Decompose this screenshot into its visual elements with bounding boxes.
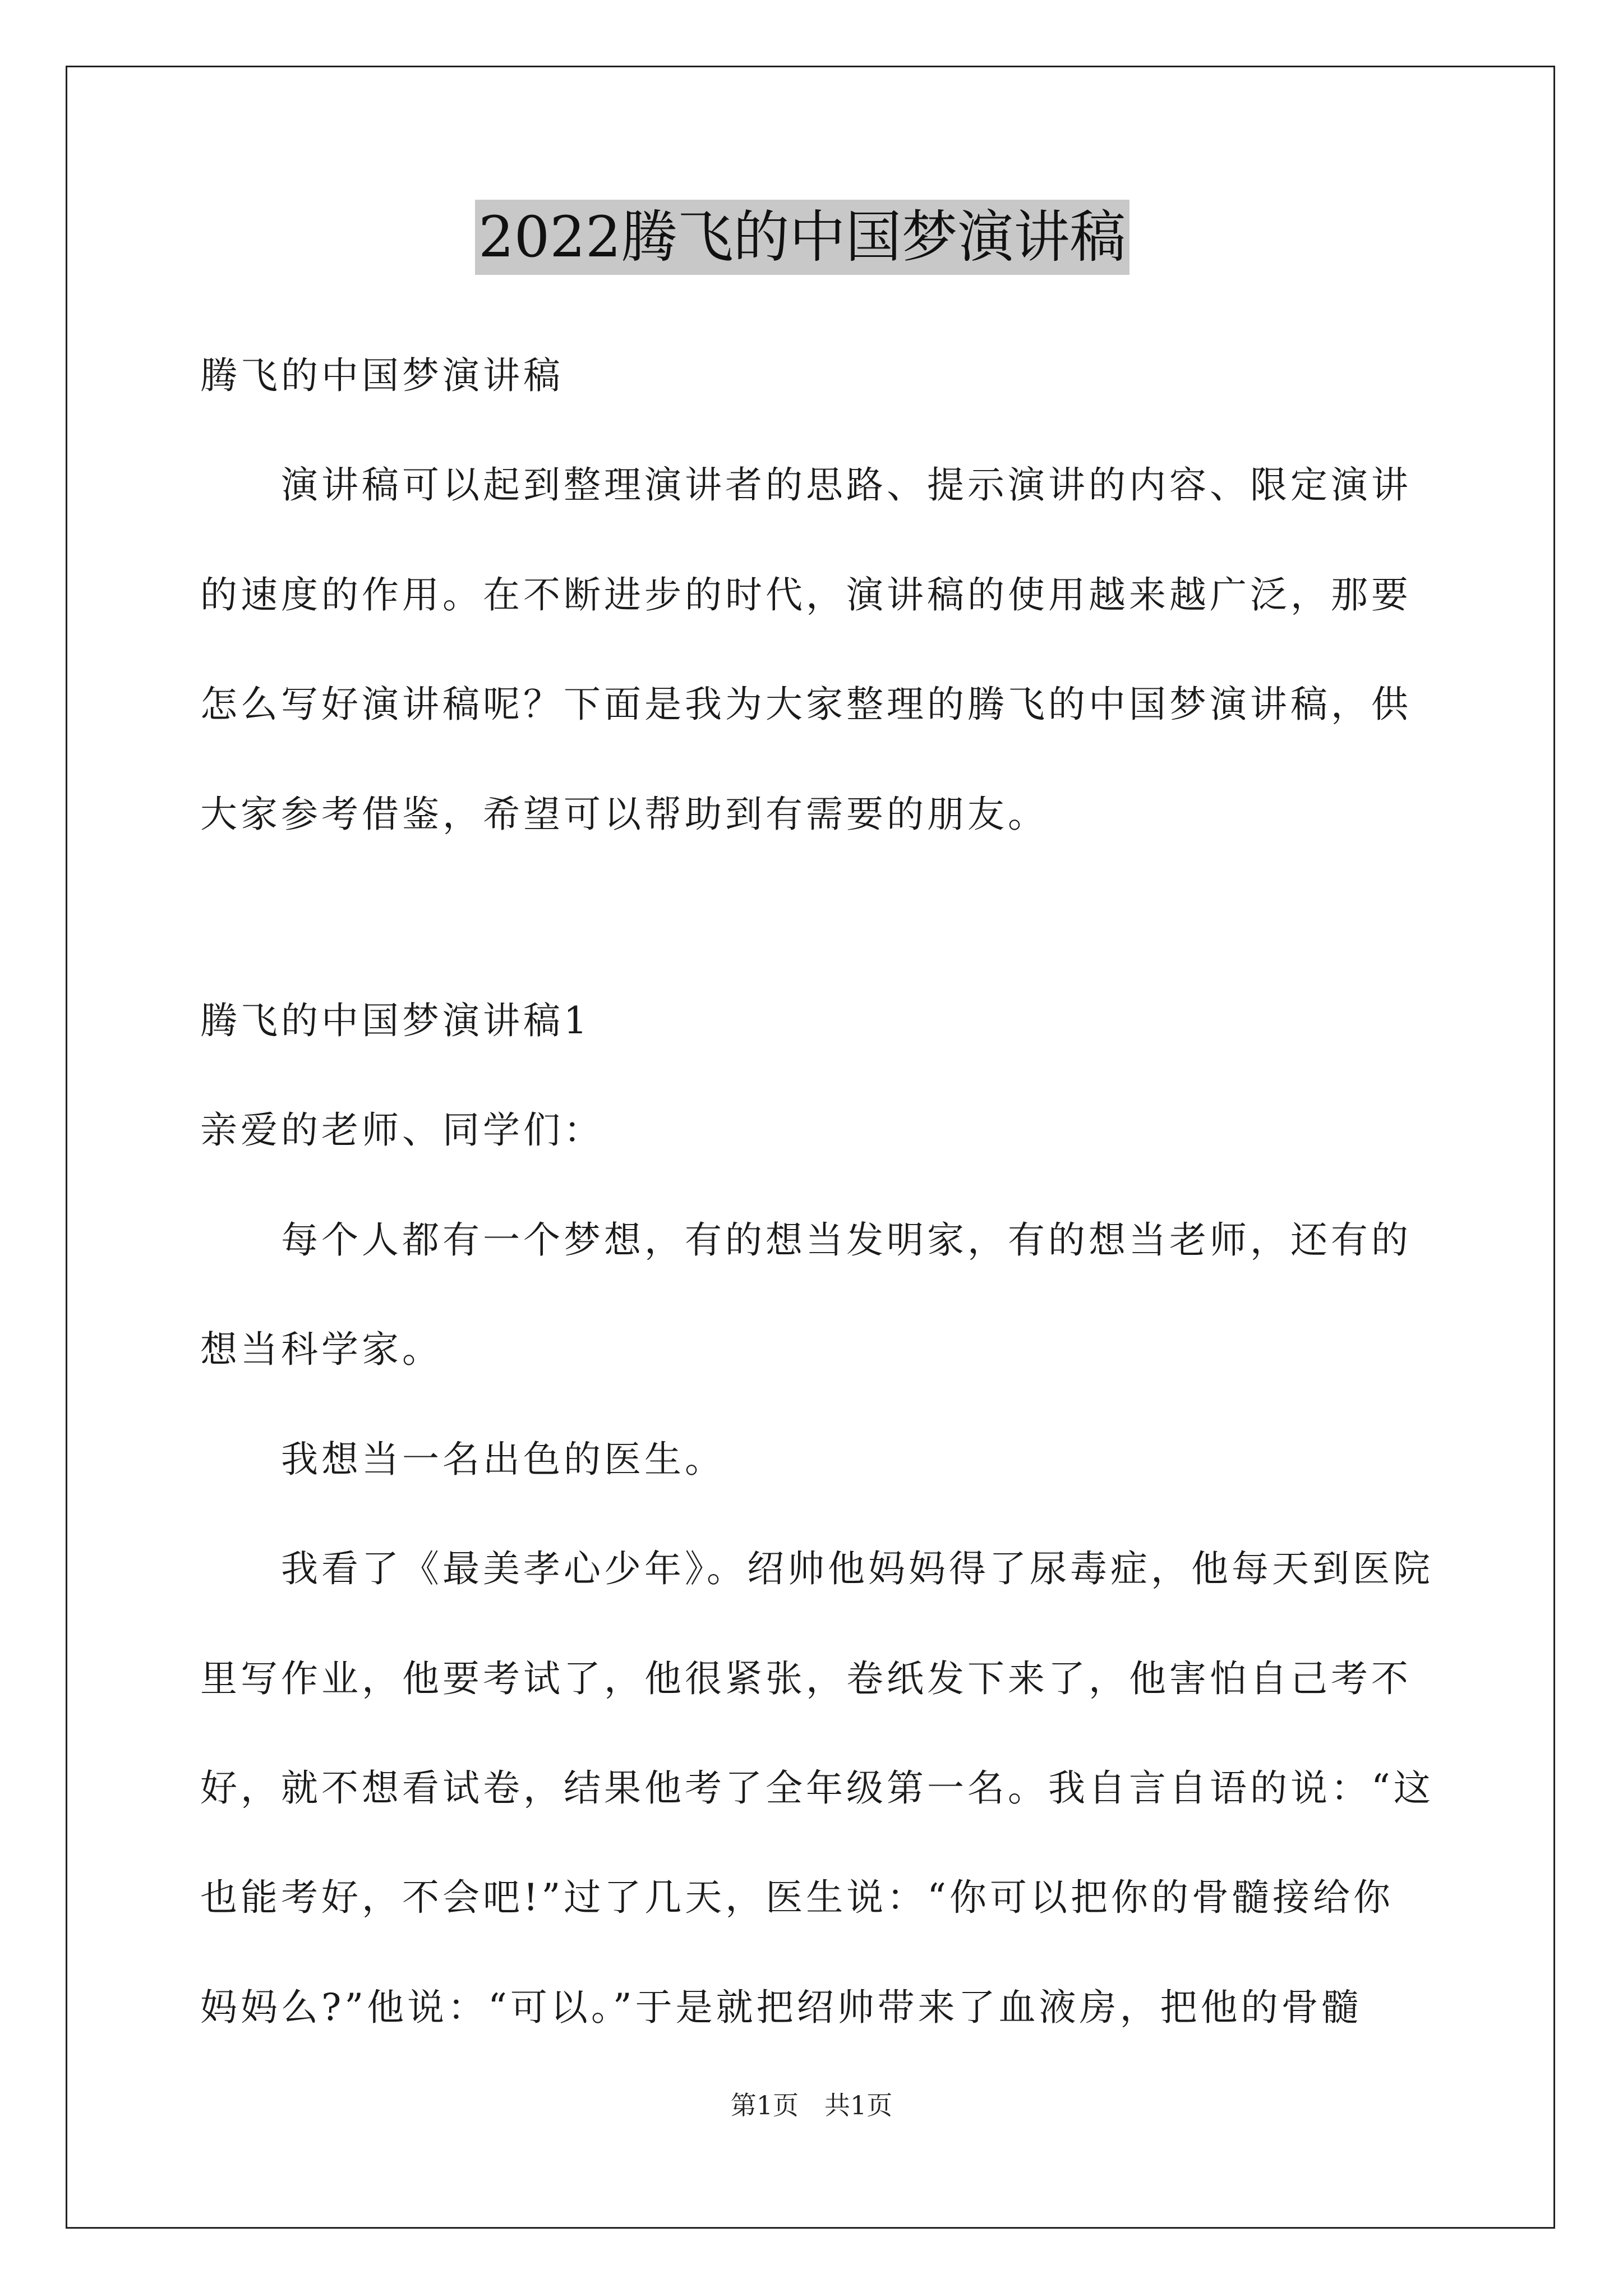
paragraph-line: 大家参考借鉴，希望可以帮助到有需要的朋友。 xyxy=(200,793,1048,836)
paragraph-line: 我看了《最美孝心少年》。绍帅他妈妈得了尿毒症，他每天到医院 xyxy=(200,1547,1433,1590)
section-heading: 腾飞的中国梦演讲稿1 xyxy=(200,999,591,1042)
salutation-line: 亲爱的老师、同学们： xyxy=(200,1108,604,1152)
paragraph-line: 也能考好，不会吧!”过了几天，医生说：“你可以把你的骨髓接给你 xyxy=(200,1876,1394,1919)
paragraph-line: 里写作业，他要考试了，他很紧张，卷纸发下来了，他害怕自己考不 xyxy=(200,1657,1412,1700)
paragraph-line: 妈妈么?”他说：“可以。”于是就把绍帅带来了血液房，把他的骨髓 xyxy=(200,1986,1362,2029)
page-number-footer: 第1页 共1页 xyxy=(730,2090,893,2120)
paragraph-line: 演讲稿可以起到整理演讲者的思路、提示演讲的内容、限定演讲 xyxy=(200,463,1412,507)
paragraph-line: 好，就不想看试卷，结果他考了全年级第一名。我自言自语的说：“这 xyxy=(200,1766,1434,1810)
document-title: 2022腾飞的中国梦演讲稿 xyxy=(475,200,1129,275)
paragraph-line: 的速度的作用。在不断进步的时代，演讲稿的使用越来越广泛，那要 xyxy=(200,573,1412,616)
paragraph-line: 每个人都有一个梦想，有的想当发明家，有的想当老师，还有的 xyxy=(200,1218,1412,1262)
paragraph-line: 怎么写好演讲稿呢？下面是我为大家整理的腾飞的中国梦演讲稿，供 xyxy=(200,683,1412,726)
paragraph-line: 想当科学家。 xyxy=(200,1328,442,1371)
paragraph-line: 我想当一名出色的医生。 xyxy=(200,1438,725,1481)
section-heading: 腾飞的中国梦演讲稿 xyxy=(200,354,564,397)
